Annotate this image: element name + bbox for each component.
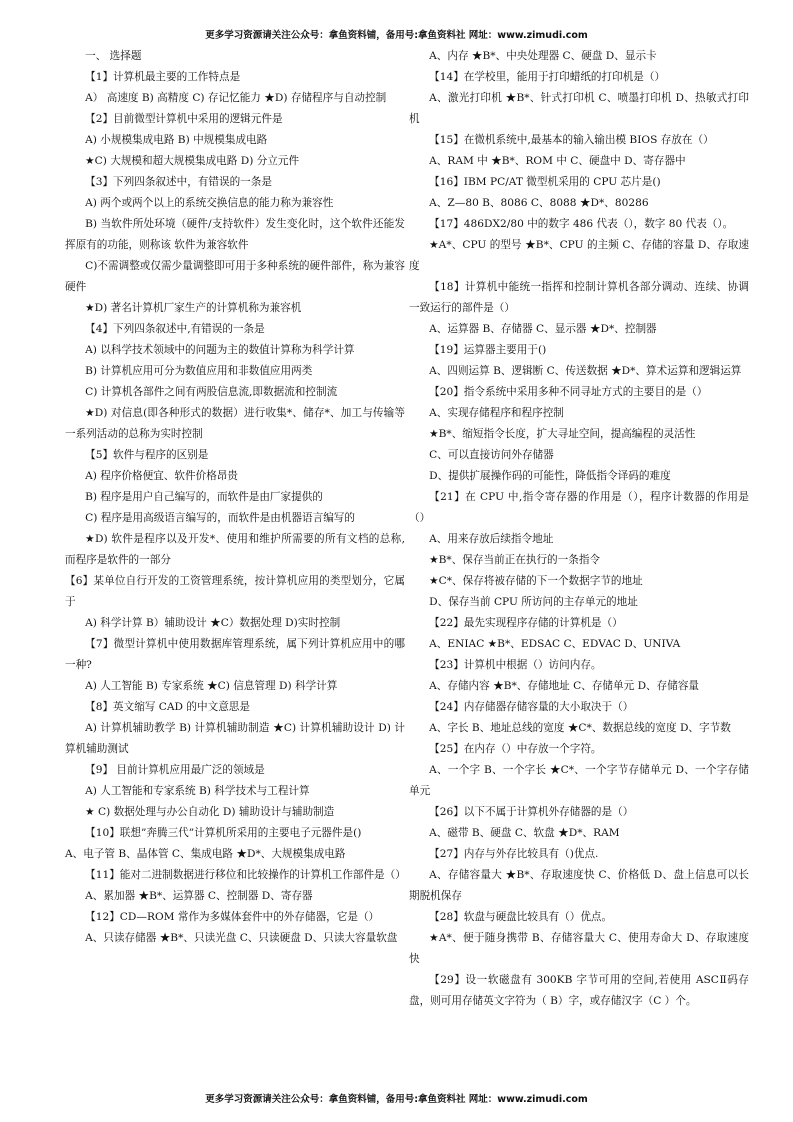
options-19: A、四则运算 B、逻辑断 C、传送数据 ★D*、算术运算和逻辑运算: [429, 365, 742, 377]
question-24: 【24】内存储器存储容量的大小取决于（）: [429, 701, 634, 713]
question-10: 【10】联想”奔腾三代”计算机所采用的主要电子元器件是(): [85, 827, 362, 839]
options-10: A、电子管 B、晶体管 C、集成电路 ★D*、大规模集成电路: [65, 848, 346, 860]
header-banner: 更多学习资源请关注公众号：拿鱼资料铺，备用号:拿鱼资料社 网址：www.zimudi.com: [205, 30, 588, 41]
question-2: 【2】目前微型计算机中采用的逻辑元件是: [85, 113, 283, 125]
options-12: A、只读存储器 ★B*、只读光盘 C、只读硬盘 D、只读大容量软盘: [85, 932, 398, 944]
option-4a: A) 以科学技术领域中的问题为主的数值计算称为科学计算: [85, 344, 355, 356]
option-4b: B) 计算机应用可分为数值应用和非数值应用两类: [85, 365, 313, 377]
question-11: 【11】能对二进制数据进行移位和比较操作的计算机工作部件是（）: [85, 869, 406, 881]
question-21: 【21】在 CPU 中,指令寄存器的作用是（），程序计数器的作用是（）: [409, 491, 749, 524]
question-6: 【6】某单位自行开发的工资管理系统，按计算机应用的类型划分，它属于: [65, 575, 405, 608]
option-21c: ★C*、保存将被存储的下一个数据字节的地址: [429, 575, 643, 587]
option-5c: C) 程序是用高级语言编写的，而软件是由机器语言编写的: [85, 512, 355, 524]
options-1: A） 高速度 B) 高精度 C) 存记忆能力 ★D) 存储程序与自动控制: [85, 92, 387, 104]
question-9: 【9】 目前计算机应用最广泛的领域是: [85, 764, 265, 776]
question-4: 【4】下列四条叙述中,有错误的一条是: [85, 323, 265, 335]
options-2a: A) 小规模集成电路 B) 中规模集成电路: [85, 134, 268, 146]
left-column: [65, 46, 405, 949]
question-17: 【17】486DX2/80 中的数字 486 代表（），数字 80 代表（）。: [429, 218, 734, 230]
question-12: 【12】CD—ROM 常作为多媒体套件中的外存储器，它是（）: [85, 911, 380, 923]
options-9b: ★ C) 数据处理与办公自动化 D) 辅助设计与辅助制造: [85, 806, 335, 818]
option-3d: ★D) 著名计算机厂家生产的计算机称为兼容机: [85, 302, 302, 314]
section-heading: 一、 选择题: [85, 50, 142, 62]
question-18: 【18】计算机中能统一指挥和控制计算机各部分调动、连续、协调一致运行的部件是（）: [409, 281, 749, 314]
options-24: A、字长 B、地址总线的宽度 ★C*、数据总线的宽度 D、字节数: [429, 722, 731, 734]
option-20b: ★B*、缩短指令长度，扩大寻址空间，提高编程的灵活性: [429, 428, 696, 440]
question-25: 【25】在内存（）中存放一个字符。: [429, 743, 602, 755]
option-21d: D、保存当前 CPU 所访问的主存单元的地址: [429, 596, 638, 608]
option-20d: D、提供扩展操作码的可能性，降低指令译码的难度: [429, 470, 671, 482]
question-28: 【28】软盘与硬盘比较具有（）优点。: [429, 911, 613, 923]
question-23: 【23】计算机中根据（）访问内存。: [429, 659, 602, 671]
options-27: A、存储容量大 ★B*、存取速度快 C、价格低 D、盘上信息可以长期脱机保存: [409, 869, 749, 902]
question-26: 【26】以下不属于计算机外存储器的是（）: [429, 806, 634, 818]
question-27: 【27】内存与外存比较具有（)优点.: [429, 848, 599, 860]
right-column: [409, 46, 749, 1012]
question-5: 【5】软件与程序的区别是: [85, 449, 209, 461]
options-25: A、一个字 B、一个字长 ★C*、一个字节存储单元 D、一个字存储单元: [409, 764, 749, 797]
options-22: A、ENIAC ★B*、EDSAC C、EDVAC D、UNIVA: [429, 638, 681, 650]
option-21b: ★B*、保存当前正在执行的一条指令: [429, 554, 601, 566]
question-3: 【3】下列四条叙述中，有错误的一条是: [85, 176, 272, 188]
options-2b: ★C) 大规模和超大规模集成电路 D) 分立元件: [85, 155, 300, 167]
question-16: 【16】IBM PC/AT 微型机采用的 CPU 芯片是(): [429, 176, 661, 188]
question-14: 【14】在学校里，能用于打印蜡纸的打印机是（）: [429, 71, 666, 83]
options-17: ★A*、CPU 的型号 ★B*、CPU 的主频 C、存储的容量 D、存取速度: [409, 239, 749, 272]
option-20a: A、实现存储程序和程序控制: [429, 407, 564, 419]
question-8: 【8】英文缩写 CAD 的中文意思是: [85, 701, 250, 713]
options-8: A) 计算机辅助教学 B) 计算机辅助制造 ★C) 计算机辅助设计 D) 计算机辅助测试: [65, 722, 405, 755]
options-13: A、内存 ★B*、中央处理器 C、硬盘 D、显示卡: [429, 50, 657, 62]
options-18: A、运算器 B、存储器 C、显示器 ★D*、控制器: [429, 323, 657, 335]
question-20: 【20】指令系统中采用多种不同寻址方式的主要目的是（）: [429, 386, 708, 398]
option-5d: ★D) 软件是程序以及开发*、使用和维护所需要的所有文档的总称,而程序是软件的一部分: [65, 533, 405, 566]
question-19: 【19】运算器主要用于(): [429, 344, 547, 356]
footer-banner: 更多学习资源请关注公众号：拿鱼资料铺，备用号:拿鱼资料社 网址：www.zimudi.com: [205, 1094, 588, 1105]
question-1: 【1】计算机最主要的工作特点是: [85, 71, 241, 83]
option-3c: C)不需调整或仅需少量调整即可用于多种系统的硬件部件，称为兼容硬件: [65, 260, 405, 293]
option-4d: ★D) 对信息(即各种形式的数据）进行收集*、储存*、加工与传输等一系列活动的总称为实时控制: [65, 407, 405, 440]
options-23: A、存储内容 ★B*、存储地址 C、存储单元 D、存储容量: [429, 680, 700, 692]
option-21a: A、用来存放后续指令地址: [429, 533, 554, 545]
option-5b: B) 程序是用户自己编写的，而软件是由厂家提供的: [85, 491, 323, 503]
options-7: A) 人工智能 B) 专家系统 ★C) 信息管理 D) 科学计算: [85, 680, 338, 692]
options-11: A、累加器 ★B*、运算器 C、控制器 D、寄存器: [85, 890, 313, 902]
question-22: 【22】最先实现程序存储的计算机是（）: [429, 617, 623, 629]
options-16: A、Z—80 B、8086 C、8088 ★D*、80286: [429, 197, 649, 209]
options-6: A) 科学计算 B）辅助设计 ★C）数据处理 D)实时控制: [85, 617, 341, 629]
options-9a: A) 人工智能和专家系统 B) 科学技术与工程计算: [85, 785, 310, 797]
option-4c: C) 计算机各部件之间有两股信息流,即数据流和控制流: [85, 386, 338, 398]
options-14: A、激光打印机 ★B*、针式打印机 C、喷墨打印机 D、热敏式打印机: [409, 92, 749, 125]
option-3a: A) 两个或两个以上的系统交换信息的能力称为兼容性: [85, 197, 334, 209]
options-28: ★A*、便于随身携带 B、存储容量大 C、使用寿命大 D、存取速度快: [409, 932, 749, 965]
question-7: 【7】微型计算机中使用数据库管理系统，属下列计算机应用中的哪一种?: [65, 638, 405, 671]
options-26: A、磁带 B、硬盘 C、软盘 ★D*、RAM: [429, 827, 620, 839]
question-15: 【15】在微机系统中,最基本的输入输出模 BIOS 存放在（）: [429, 134, 714, 146]
options-15: A、RAM 中 ★B*、ROM 中 C、硬盘中 D、寄存器中: [429, 155, 686, 167]
option-5a: A) 程序价格便宜、软件价格昂贵: [85, 470, 238, 482]
option-20c: C、可以直接访问外存储器: [429, 449, 554, 461]
option-3b: B) 当软件所处环境（硬件/支持软件）发生变化时，这个软件还能发挥原有的功能，则称该 软件为兼容软件: [65, 218, 405, 251]
question-29: 【29】设一软磁盘有 300KB 字节可用的空间,若使用 ASCⅡ码存盘，则可用存储英文字符为（ B）字，或存储汉字（C ）个。: [409, 974, 749, 1007]
